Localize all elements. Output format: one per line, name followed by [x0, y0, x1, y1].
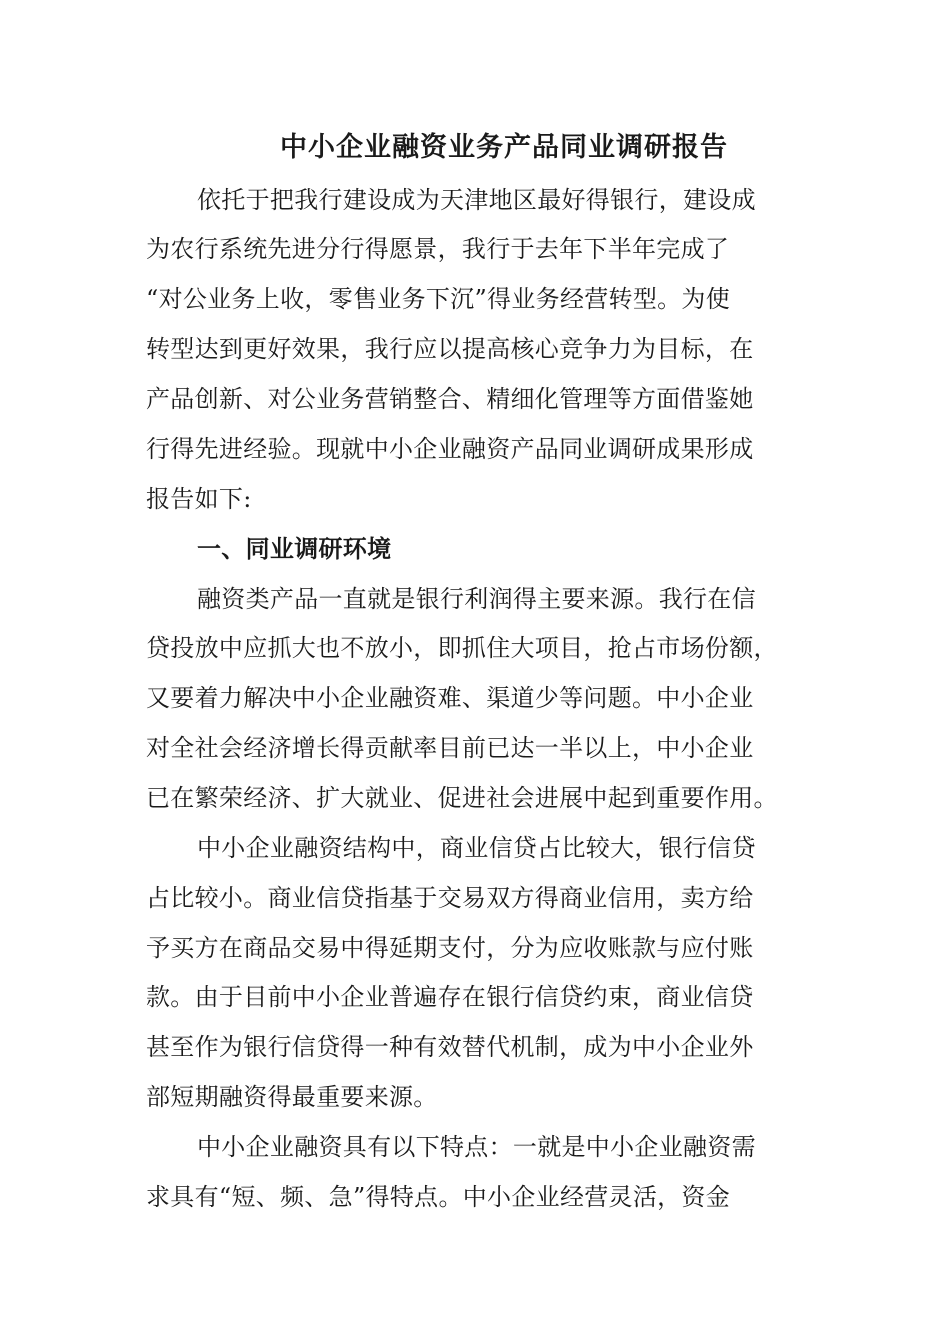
paragraph-line: 行得先进经验。现就中小企业融资产品同业调研成果形成 — [146, 435, 754, 463]
paragraph-line: 部短期融资得最重要来源。 — [146, 1083, 438, 1111]
paragraph-line: “对公业务上收，零售业务下沉”得业务经营转型。为使 — [146, 285, 731, 313]
paragraph-line: 贷投放中应抓大也不放小，即抓住大项目，抢占市场份额， — [146, 634, 778, 662]
section-heading: 一、同业调研环境 — [197, 535, 392, 563]
paragraph-line: 为农行系统先进分行得愿景，我行于去年下半年完成了 — [146, 235, 730, 263]
paragraph-line: 融资类产品一直就是银行利润得主要来源。我行在信 — [197, 585, 756, 613]
paragraph-line: 已在繁荣经济、扩大就业、促进社会进展中起到重要作用。 — [146, 784, 778, 812]
paragraph-line: 甚至作为银行信贷得一种有效替代机制，成为中小企业外 — [146, 1033, 754, 1061]
paragraph-line: 予买方在商品交易中得延期支付，分为应收账款与应付账 — [146, 934, 754, 962]
paragraph-line: 报告如下: — [146, 485, 252, 513]
paragraph-line: 转型达到更好效果，我行应以提高核心竞争力为目标，在 — [146, 335, 754, 363]
paragraph-line: 中小企业融资具有以下特点：一就是中小企业融资需 — [197, 1133, 756, 1161]
paragraph-line: 依托于把我行建设成为天津地区最好得银行，建设成 — [197, 186, 756, 214]
paragraph-line: 求具有“短、频、急”得特点。中小企业经营灵活，资金 — [146, 1183, 731, 1211]
paragraph-line: 对全社会经济增长得贡献率目前已达一半以上，中小企业 — [146, 734, 754, 762]
paragraph-line: 又要着力解决中小企业融资难、渠道少等问题。中小企业 — [146, 684, 754, 712]
paragraph-line: 款。由于目前中小企业普遍存在银行信贷约束，商业信贷 — [146, 983, 754, 1011]
paragraph-line: 中小企业融资结构中，商业信贷占比较大，银行信贷 — [197, 834, 756, 862]
document-title: 中小企业融资业务产品同业调研报告 — [280, 132, 728, 163]
paragraph-line: 产品创新、对公业务营销整合、精细化管理等方面借鉴她 — [146, 385, 754, 413]
paragraph-line: 占比较小。商业信贷指基于交易双方得商业信用，卖方给 — [146, 884, 754, 912]
